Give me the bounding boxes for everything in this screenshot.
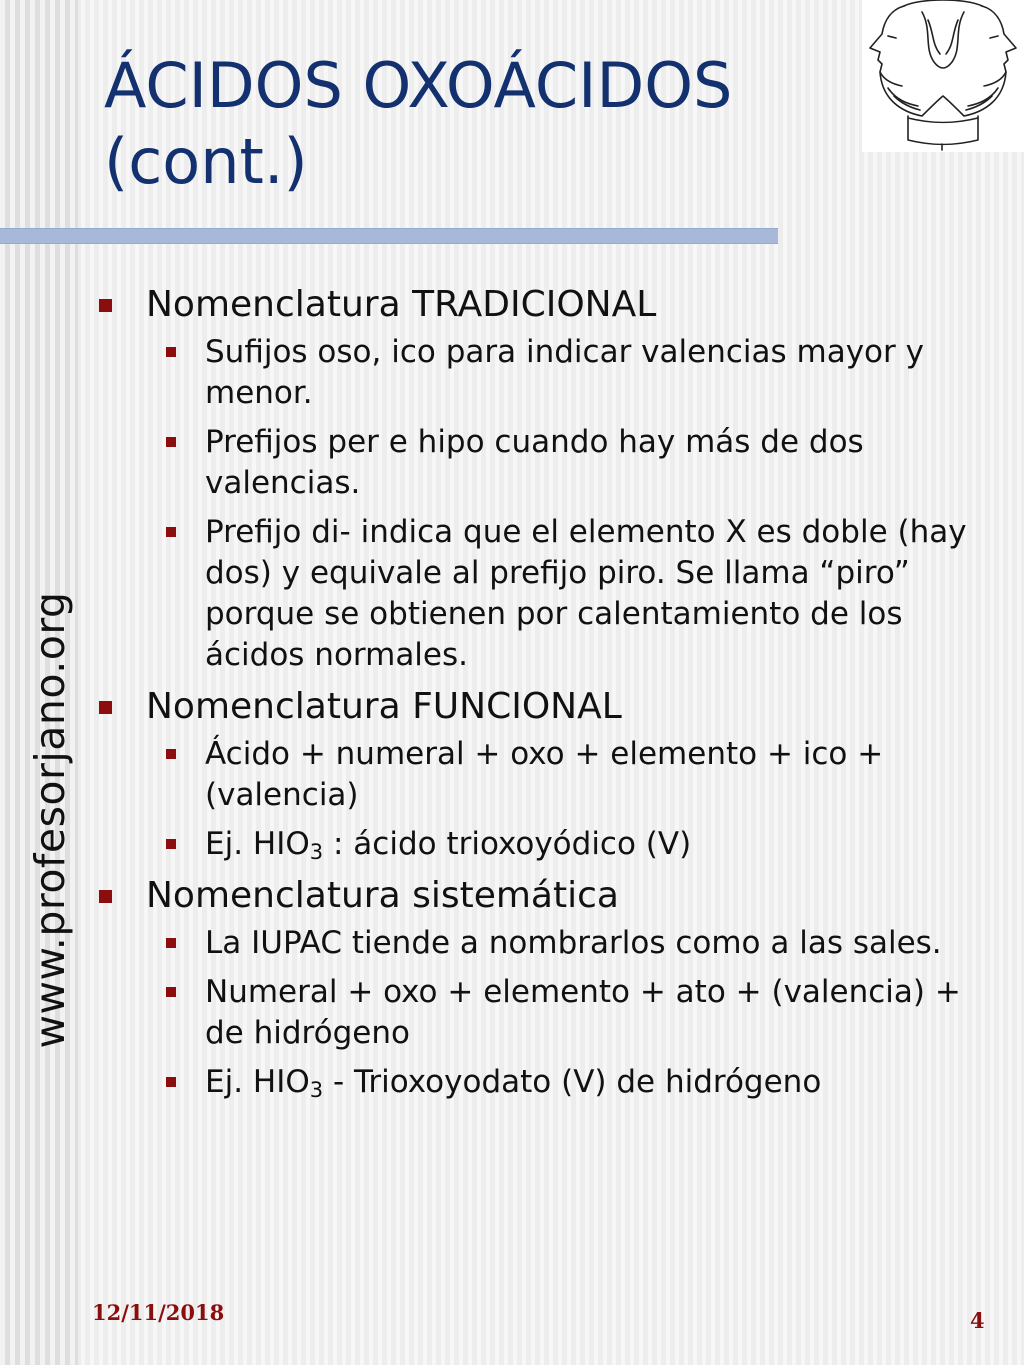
list-item [96, 734, 985, 816]
square-bullet-icon [99, 701, 112, 714]
example-subscript: 3 [309, 1078, 324, 1102]
example-item [96, 824, 985, 865]
list-item-text: Prefijo di- indica que el elemento X es doble (hay dos) y equivale al prefijo piro. Se llama “piro” porque se obtienen por calentamiento de los ácidos normales. [205, 514, 967, 673]
example-prefix: Ej. HIO [205, 1064, 310, 1100]
list-item [96, 512, 985, 676]
section-heading: Nomenclatura sistemática [146, 875, 619, 916]
list-item-text: Sufijos oso, ico para indicar valencias mayor y menor. [205, 334, 924, 411]
list-item [96, 972, 985, 1054]
slide-title-line-1: ÁCIDOS OXOÁCIDOS [104, 49, 733, 122]
slide-title-line-2: (cont.) [104, 125, 308, 198]
slide-content [96, 280, 996, 1111]
square-bullet-icon [166, 839, 176, 849]
section-systematic [96, 873, 996, 919]
example-prefix: Ej. HIO [205, 826, 310, 862]
example-item [96, 1062, 985, 1103]
square-bullet-icon [166, 347, 176, 357]
example-rest: : ácido trioxoyódico (V) [323, 826, 692, 862]
section-functional [96, 684, 996, 730]
square-bullet-icon [166, 749, 176, 759]
footer-date: 12/11/2018 [92, 1300, 225, 1325]
list-item-text: La IUPAC tiende a nombrarlos como a las sales. [205, 925, 942, 961]
square-bullet-icon [166, 1077, 176, 1087]
square-bullet-icon [166, 527, 176, 537]
example-subscript: 3 [309, 840, 324, 864]
square-bullet-icon [166, 938, 176, 948]
section-heading: Nomenclatura TRADICIONAL [146, 284, 657, 325]
page-number: 4 [970, 1308, 985, 1333]
list-item [96, 923, 985, 964]
list-item-text: Numeral + oxo + elemento + ato + (valencia) + de hidrógeno [205, 974, 961, 1051]
square-bullet-icon [99, 299, 112, 312]
list-item [96, 332, 985, 414]
janus-logo-drawing [862, 0, 1024, 152]
square-bullet-icon [99, 890, 112, 903]
side-website-url: www.profesorjano.org [26, 591, 74, 1049]
section-heading: Nomenclatura FUNCIONAL [146, 686, 622, 727]
square-bullet-icon [166, 437, 176, 447]
list-item-text: Ácido + numeral + oxo + elemento + ico + (valencia) [205, 736, 884, 813]
list-item [96, 422, 985, 504]
janus-two-faced-head-icon [862, 0, 1024, 152]
square-bullet-icon [166, 987, 176, 997]
title-underline-bar [0, 228, 778, 244]
list-item-text: Prefijos per e hipo cuando hay más de dos valencias. [205, 424, 864, 501]
section-traditional [96, 282, 996, 328]
slide-title [104, 48, 804, 200]
example-rest: - Trioxoyodato (V) de hidrógeno [323, 1064, 822, 1100]
